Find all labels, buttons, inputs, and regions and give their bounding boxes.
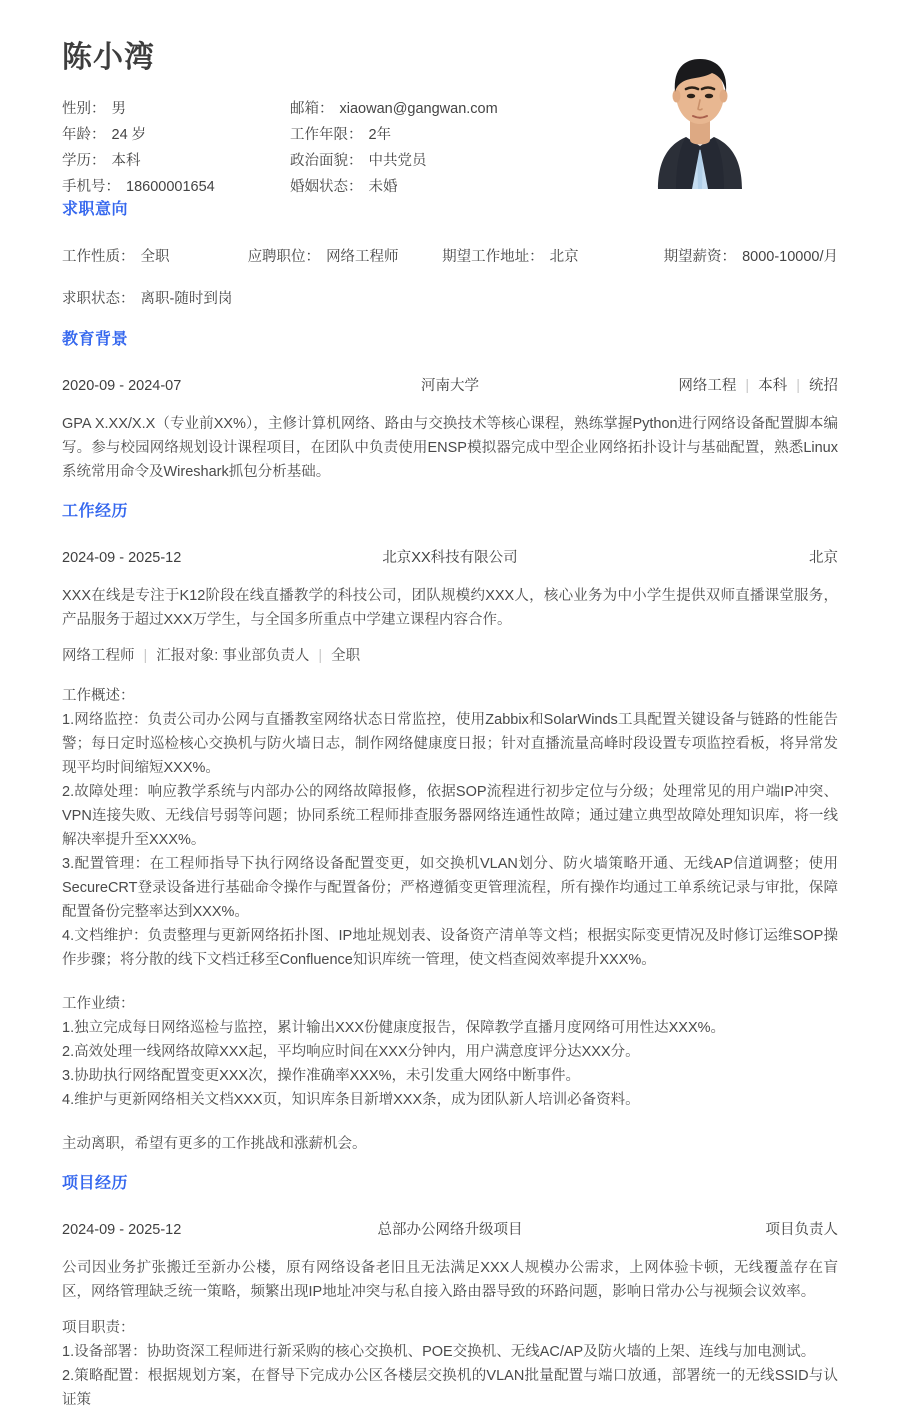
work-achievement-title: 工作业绩： — [62, 996, 135, 1012]
work-overview-item-4: 4.文档维护：负责整理与更新网络拓扑图、IP地址规划表、设备资产清单等文档；根据实际变更情况及时修订运维SOP操作步骤；将分散的线下文档迁移至Confluence知识库统一管理，使文档查阅效率提升XXX%。 — [62, 928, 838, 968]
education-description: GPA X.XX/X.X（专业前XX%），主修计算机网络、路由与交换技术等核心课程，熟练掌握Python进行网络设备配置脚本编写。参与校园网络规划设计课程项目，在团队中负责使用ENSP模拟器完成中型企业网络拓扑设计与基础配置，熟悉Linux系统常用命令及Wireshark抓包分析基础。 — [62, 416, 838, 480]
spacer — [62, 984, 838, 992]
project-entry-head — [62, 1218, 838, 1242]
section-title-education: 教育背景 — [62, 331, 129, 348]
info-age-label: 年龄： — [62, 127, 106, 143]
section-education — [62, 328, 838, 484]
spacer — [62, 1124, 838, 1132]
work-achievement-item-3: 3.协助执行网络配置变更XXX次，操作准确率XXX%，未引发重大网络中断事件。 — [62, 1068, 581, 1084]
objective-job-type-label: 工作性质： — [62, 249, 135, 265]
info-marital-label: 婚姻状态： — [290, 179, 363, 195]
work-overview-item-3: 3.配置管理：在工程师指导下执行网络设备配置变更，如交换机VLAN划分、防火墙策略开通、无线AP信道调整；使用SecureCRT登录设备进行基础命令操作与配置备份；严格遵循变更管理流程，所有操作均通过工单系统记录与审批，保障配置备份完整率达到XXX%。 — [62, 856, 838, 920]
portrait-photo-icon — [640, 34, 760, 189]
info-degree — [62, 148, 290, 174]
info-age — [62, 122, 290, 148]
objective-job-type — [62, 244, 248, 270]
objective-status — [62, 286, 232, 312]
education-admission: 统招 — [808, 378, 838, 394]
separator-icon: | — [143, 648, 148, 664]
work-role-meta — [62, 644, 838, 668]
objective-job-type-value: 全职 — [140, 249, 170, 265]
info-gender-label: 性别： — [62, 101, 106, 117]
info-gender-value: 男 — [111, 101, 126, 117]
info-phone-label: 手机号： — [62, 179, 120, 195]
work-achievement-item-4: 4.维护与更新网络相关文档XXX页，知识库条目新增XXX条，成为团队新人培训必备资料。 — [62, 1092, 640, 1108]
project-background: 公司因业务扩张搬迁至新办公楼，原有网络设备老旧且无法满足XXX人规模办公需求，上网体验卡顿，无线覆盖存在盲区，网络管理缺乏统一策略，频繁出现IP地址冲突与私自接入路由器导致的环路问题，影响日常办公与视频会议效率。 — [62, 1260, 838, 1300]
objective-row-1 — [62, 244, 838, 270]
objective-position — [248, 244, 443, 270]
education-entry-head — [62, 374, 838, 398]
info-gender — [62, 96, 290, 122]
work-job-type: 全职 — [331, 648, 361, 664]
info-age-value: 24 岁 — [111, 127, 147, 143]
info-work-years-value: 2年 — [368, 127, 392, 143]
info-political-label: 政治面貌： — [290, 153, 363, 169]
section-objective — [62, 198, 838, 312]
separator-icon: | — [745, 378, 750, 394]
info-political-value: 中共党员 — [368, 153, 427, 169]
project-date: 2024-09 - 2025-12 — [62, 1222, 182, 1238]
project-duty-title: 项目职责： — [62, 1320, 135, 1336]
work-achievement-item-2: 2.高效处理一线网络故障XXX起，平均响应时间在XXX分钟内，用户满意度评分达XXX分。 — [62, 1044, 640, 1060]
work-achievement-item-1: 1.独立完成每日网络巡检与监控，累计输出XXX份健康度报告，保障教学直播月度网络可用性达XXX%。 — [62, 1020, 726, 1036]
separator-icon: | — [796, 378, 800, 394]
work-company-intro: XXX在线是专注于K12阶段在线直播教学的科技公司，团队规模约XXX人，核心业务为中小学生提供双师直播课堂服务，产品服务于超过XXX万学生，与全国多所重点中学建立课程内容合作。 — [62, 588, 838, 628]
objective-salary-label: 期望薪资： — [663, 249, 737, 265]
work-leave-reason: 主动离职，希望有更多的工作挑战和涨薪机会。 — [62, 1136, 367, 1152]
objective-position-label: 应聘职位： — [247, 249, 321, 265]
objective-status-value: 离职-随时到岗 — [140, 291, 233, 307]
info-degree-label: 学历： — [62, 153, 106, 169]
education-school: 河南大学 — [420, 378, 479, 394]
education-meta — [582, 374, 838, 398]
candidate-name: 陈小湾 — [62, 41, 155, 74]
work-overview-item-1: 1.网络监控：负责公司办公网与直播教室网络状态日常监控，使用Zabbix和SolarWinds工具配置关键设备与链路的性能告警；每日定时巡检核心交换机与防火墙日志，制作网络健康度日报；针对直播流量高峰时段设置专项监控看板，将异常发现平均时间缩短XXX%。 — [62, 712, 838, 776]
info-email-value: xiaowan@gangwan.com — [339, 101, 498, 117]
info-work-years-label: 工作年限： — [290, 127, 363, 143]
project-role: 项目负责人 — [765, 1222, 838, 1238]
section-title-objective: 求职意向 — [62, 201, 129, 218]
project-name: 总部办公网络升级项目 — [377, 1222, 523, 1238]
work-overview-title: 工作概述： — [62, 688, 135, 704]
info-marital-value: 未婚 — [368, 179, 398, 195]
info-email-label: 邮箱： — [290, 101, 334, 117]
section-project — [62, 1172, 838, 1412]
work-date: 2024-09 - 2025-12 — [62, 550, 182, 566]
work-location: 北京 — [808, 550, 838, 566]
work-company: 北京XX科技有限公司 — [382, 550, 518, 566]
info-degree-value: 本科 — [111, 153, 141, 169]
section-title-work: 工作经历 — [62, 503, 129, 520]
objective-status-label: 求职状态： — [62, 291, 135, 307]
objective-salary — [664, 244, 838, 270]
work-overview-item-2: 2.故障处理：响应教学系统与内部办公的网络故障报修，依据SOP流程进行初步定位与分级；处理常见的用户端IP冲突、VPN连接失败、无线信号弱等问题；协同系统工程师排查服务器网络连通性故障；通过建立典型故障处理知识库，将一线解决率提升至XXX%。 — [62, 784, 838, 848]
section-title-project: 项目经历 — [62, 1175, 129, 1192]
objective-location-value: 北京 — [549, 249, 579, 265]
objective-salary-value: 8000-10000/月 — [742, 249, 838, 265]
info-phone — [62, 174, 290, 200]
project-duty-item-1: 1.设备部署：协助资深工程师进行新采购的核心交换机、POE交换机、无线AC/AP及防火墙的上架、连线与加电测试。 — [62, 1344, 816, 1360]
education-major: 网络工程 — [678, 378, 737, 394]
education-degree: 本科 — [758, 378, 788, 394]
objective-location-label: 期望工作地址： — [442, 249, 544, 265]
work-role-title: 网络工程师 — [62, 648, 135, 664]
section-work — [62, 500, 838, 1156]
objective-location — [442, 244, 663, 270]
work-entry-head — [62, 546, 838, 570]
resume-header — [62, 0, 838, 195]
info-phone-value: 18600001654 — [126, 179, 215, 195]
avatar — [640, 34, 760, 189]
education-date: 2020-09 - 2024-07 — [62, 378, 182, 394]
work-report-to: 汇报对象: 事业部负责人 — [156, 648, 310, 664]
objective-position-value: 网络工程师 — [326, 249, 399, 265]
objective-row-2 — [62, 286, 838, 312]
project-duty-item-2: 2.策略配置：根据规划方案，在督导下完成办公区各楼层交换机的VLAN批量配置与端口放通，部署统一的无线SSID与认证策 — [62, 1368, 838, 1408]
separator-icon: | — [318, 648, 323, 664]
